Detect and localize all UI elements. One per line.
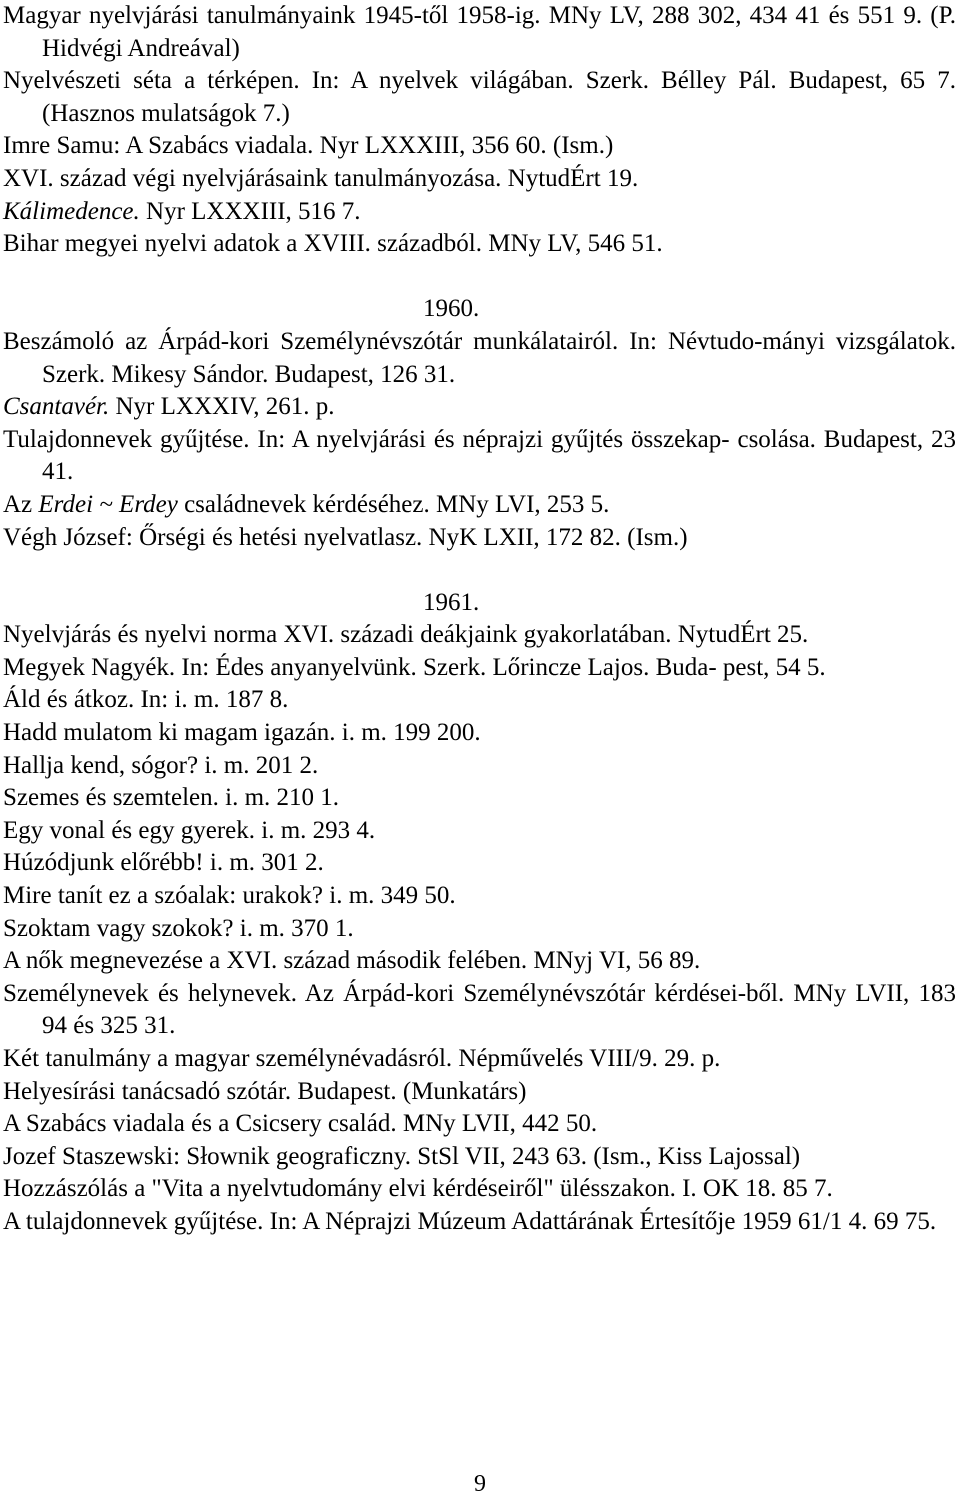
bibliography-entry <box>0 1043 960 1076</box>
bibliography-entry <box>0 228 960 261</box>
bibliography-entry <box>0 326 960 391</box>
entry-text: A Szabács viadala és a Csicsery család. MNy LVII, 442 50. <box>3 1110 598 1138</box>
bibliography-section <box>0 554 960 1238</box>
bibliography-entry <box>0 1076 960 1109</box>
bibliography-entry <box>0 424 960 489</box>
page-number: 9 <box>474 1471 486 1497</box>
year-heading: 1961. <box>423 588 480 616</box>
bibliography-entry <box>0 782 960 815</box>
bibliography-entry <box>0 1108 960 1141</box>
entry-text: Bihar megyei nyelvi adatok a XVIII. századból. MNy LV, 546 51. <box>3 230 663 258</box>
entry-text: Jozef Staszewski: Słownik geograficzny. StSl VII, 243 63. (Ism., Kiss Lajossal) <box>3 1142 801 1170</box>
bibliography-entry <box>0 815 960 848</box>
entry-text: Szemes és szemtelen. i. m. 210 1. <box>3 784 340 812</box>
year-heading: 1960. <box>423 295 480 323</box>
bibliography-section <box>0 261 960 554</box>
bibliography-entry <box>0 489 960 522</box>
bibliography-entry <box>0 391 960 424</box>
bibliography-entry <box>0 750 960 783</box>
bibliography-entry <box>0 619 960 652</box>
entry-text: Mire tanít ez a szóalak: urakok? i. m. 349 50. <box>3 882 456 910</box>
entry-text: Húzódjunk előrébb! i. m. 301 2. <box>3 849 324 877</box>
entry-text: Tulajdonnevek gyűjtése. In: A nyelvjárási és néprajzi gyűjtés összekap- csolása. Budapest, 23 41. <box>3 425 956 486</box>
entry-text: Végh József: Őrségi és hetési nyelvatlasz. NyK LXII, 172 82. (Ism.) <box>3 523 688 551</box>
entry-text: Helyesírási tanácsadó szótár. Budapest. (Munkatárs) <box>3 1077 527 1105</box>
bibliography-entry <box>0 717 960 750</box>
entry-text: Magyar nyelvjárási tanulmányaink 1945-től 1958-ig. MNy LV, 288 302, 434 41 és 551 9. (P. Hidvégi Andreával) <box>3 2 956 62</box>
entry-text: Imre Samu: A Szabács viadala. Nyr LXXXIII, 356 60. (Ism.) <box>3 132 614 160</box>
bibliography-entry <box>0 945 960 978</box>
entry-italic-text: Erdei ~ Erdey <box>38 490 178 518</box>
bibliography-entry <box>0 684 960 717</box>
entry-text: Megyek Nagyék. In: Édes anyanyelvünk. Szerk. Lőrincze Lajos. Buda- pest, 54 5. <box>3 653 826 681</box>
bibliography-entry <box>0 652 960 685</box>
bibliography-entry <box>0 65 960 130</box>
entry-italic-text: Csantavér. <box>3 393 110 421</box>
bibliography-entry <box>0 130 960 163</box>
entry-text: Személynevek és helynevek. Az Árpád-kori Személynévszótár kérdései-ből. MNy LVII, 183 94 és 325 31. <box>3 979 956 1040</box>
entry-text: Nyr LXXXIII, 516 7. <box>139 197 361 225</box>
entry-text: Nyr LXXXIV, 261. p. <box>109 393 335 421</box>
entry-text: XVI. század végi nyelvjárásaink tanulmányozása. NytudÉrt 19. <box>3 164 639 192</box>
bibliography-entry <box>0 880 960 913</box>
entry-text: Az <box>3 490 39 518</box>
entry-text: Egy vonal és egy gyerek. i. m. 293 4. <box>3 816 376 844</box>
bibliography-entry <box>0 978 960 1043</box>
bibliography-entry <box>0 0 960 65</box>
section-gap <box>0 261 960 294</box>
bibliography-entry <box>0 1173 960 1206</box>
entry-text: Beszámoló az Árpád-kori Személynévszótár munkálatairól. In: Névtudo-mányi vizsgálatok. Szerk. Mikesy Sándor. Budapest, 126 31. <box>3 327 956 388</box>
entry-text: családnevek kérdéséhez. MNy LVI, 253 5. <box>177 490 610 518</box>
bibliography-entry <box>0 1206 960 1239</box>
entry-text: Nyelvészeti séta a térképen. In: A nyelvek világában. Szerk. Bélley Pál. Budapest, 65 7. (Hasznos mulatságok 7.) <box>3 67 956 127</box>
bibliography-entry <box>0 196 960 229</box>
entry-text: Hallja kend, sógor? i. m. 201 2. <box>3 751 319 779</box>
entry-italic-text: Kálimedence. <box>3 197 140 225</box>
entry-text: Hadd mulatom ki magam igazán. i. m. 199 200. <box>3 719 481 747</box>
bibliography-entry <box>0 847 960 880</box>
entry-text: Hozzászólás a "Vita a nyelvtudomány elvi kérdéseiről" ülésszakon. I. OK 18. 85 7. <box>3 1175 833 1203</box>
entry-text: Áld és átkoz. In: i. m. 187 8. <box>3 686 289 714</box>
bibliography-entry <box>0 913 960 946</box>
bibliography-section <box>0 0 960 261</box>
entry-text: Két tanulmány a magyar személynévadásról. Népművelés VIII/9. 29. p. <box>3 1045 721 1072</box>
bibliography-entry <box>0 163 960 196</box>
bibliography-entry <box>0 522 960 555</box>
bibliography-entry <box>0 1141 960 1174</box>
entry-text: Szoktam vagy szokok? i. m. 370 1. <box>3 914 354 942</box>
entry-text: Nyelvjárás és nyelvi norma XVI. századi deákjaink gyakorlatában. NytudÉrt 25. <box>3 621 809 649</box>
entry-text: A nők megnevezése a XVI. század második felében. MNyj VI, 56 89. <box>3 947 701 975</box>
section-gap <box>0 554 960 587</box>
entry-text: A tulajdonnevek gyűjtése. In: A Néprajzi Múzeum Adattárának Értesítője 1959 61/1 4. 69 75. <box>3 1207 937 1235</box>
